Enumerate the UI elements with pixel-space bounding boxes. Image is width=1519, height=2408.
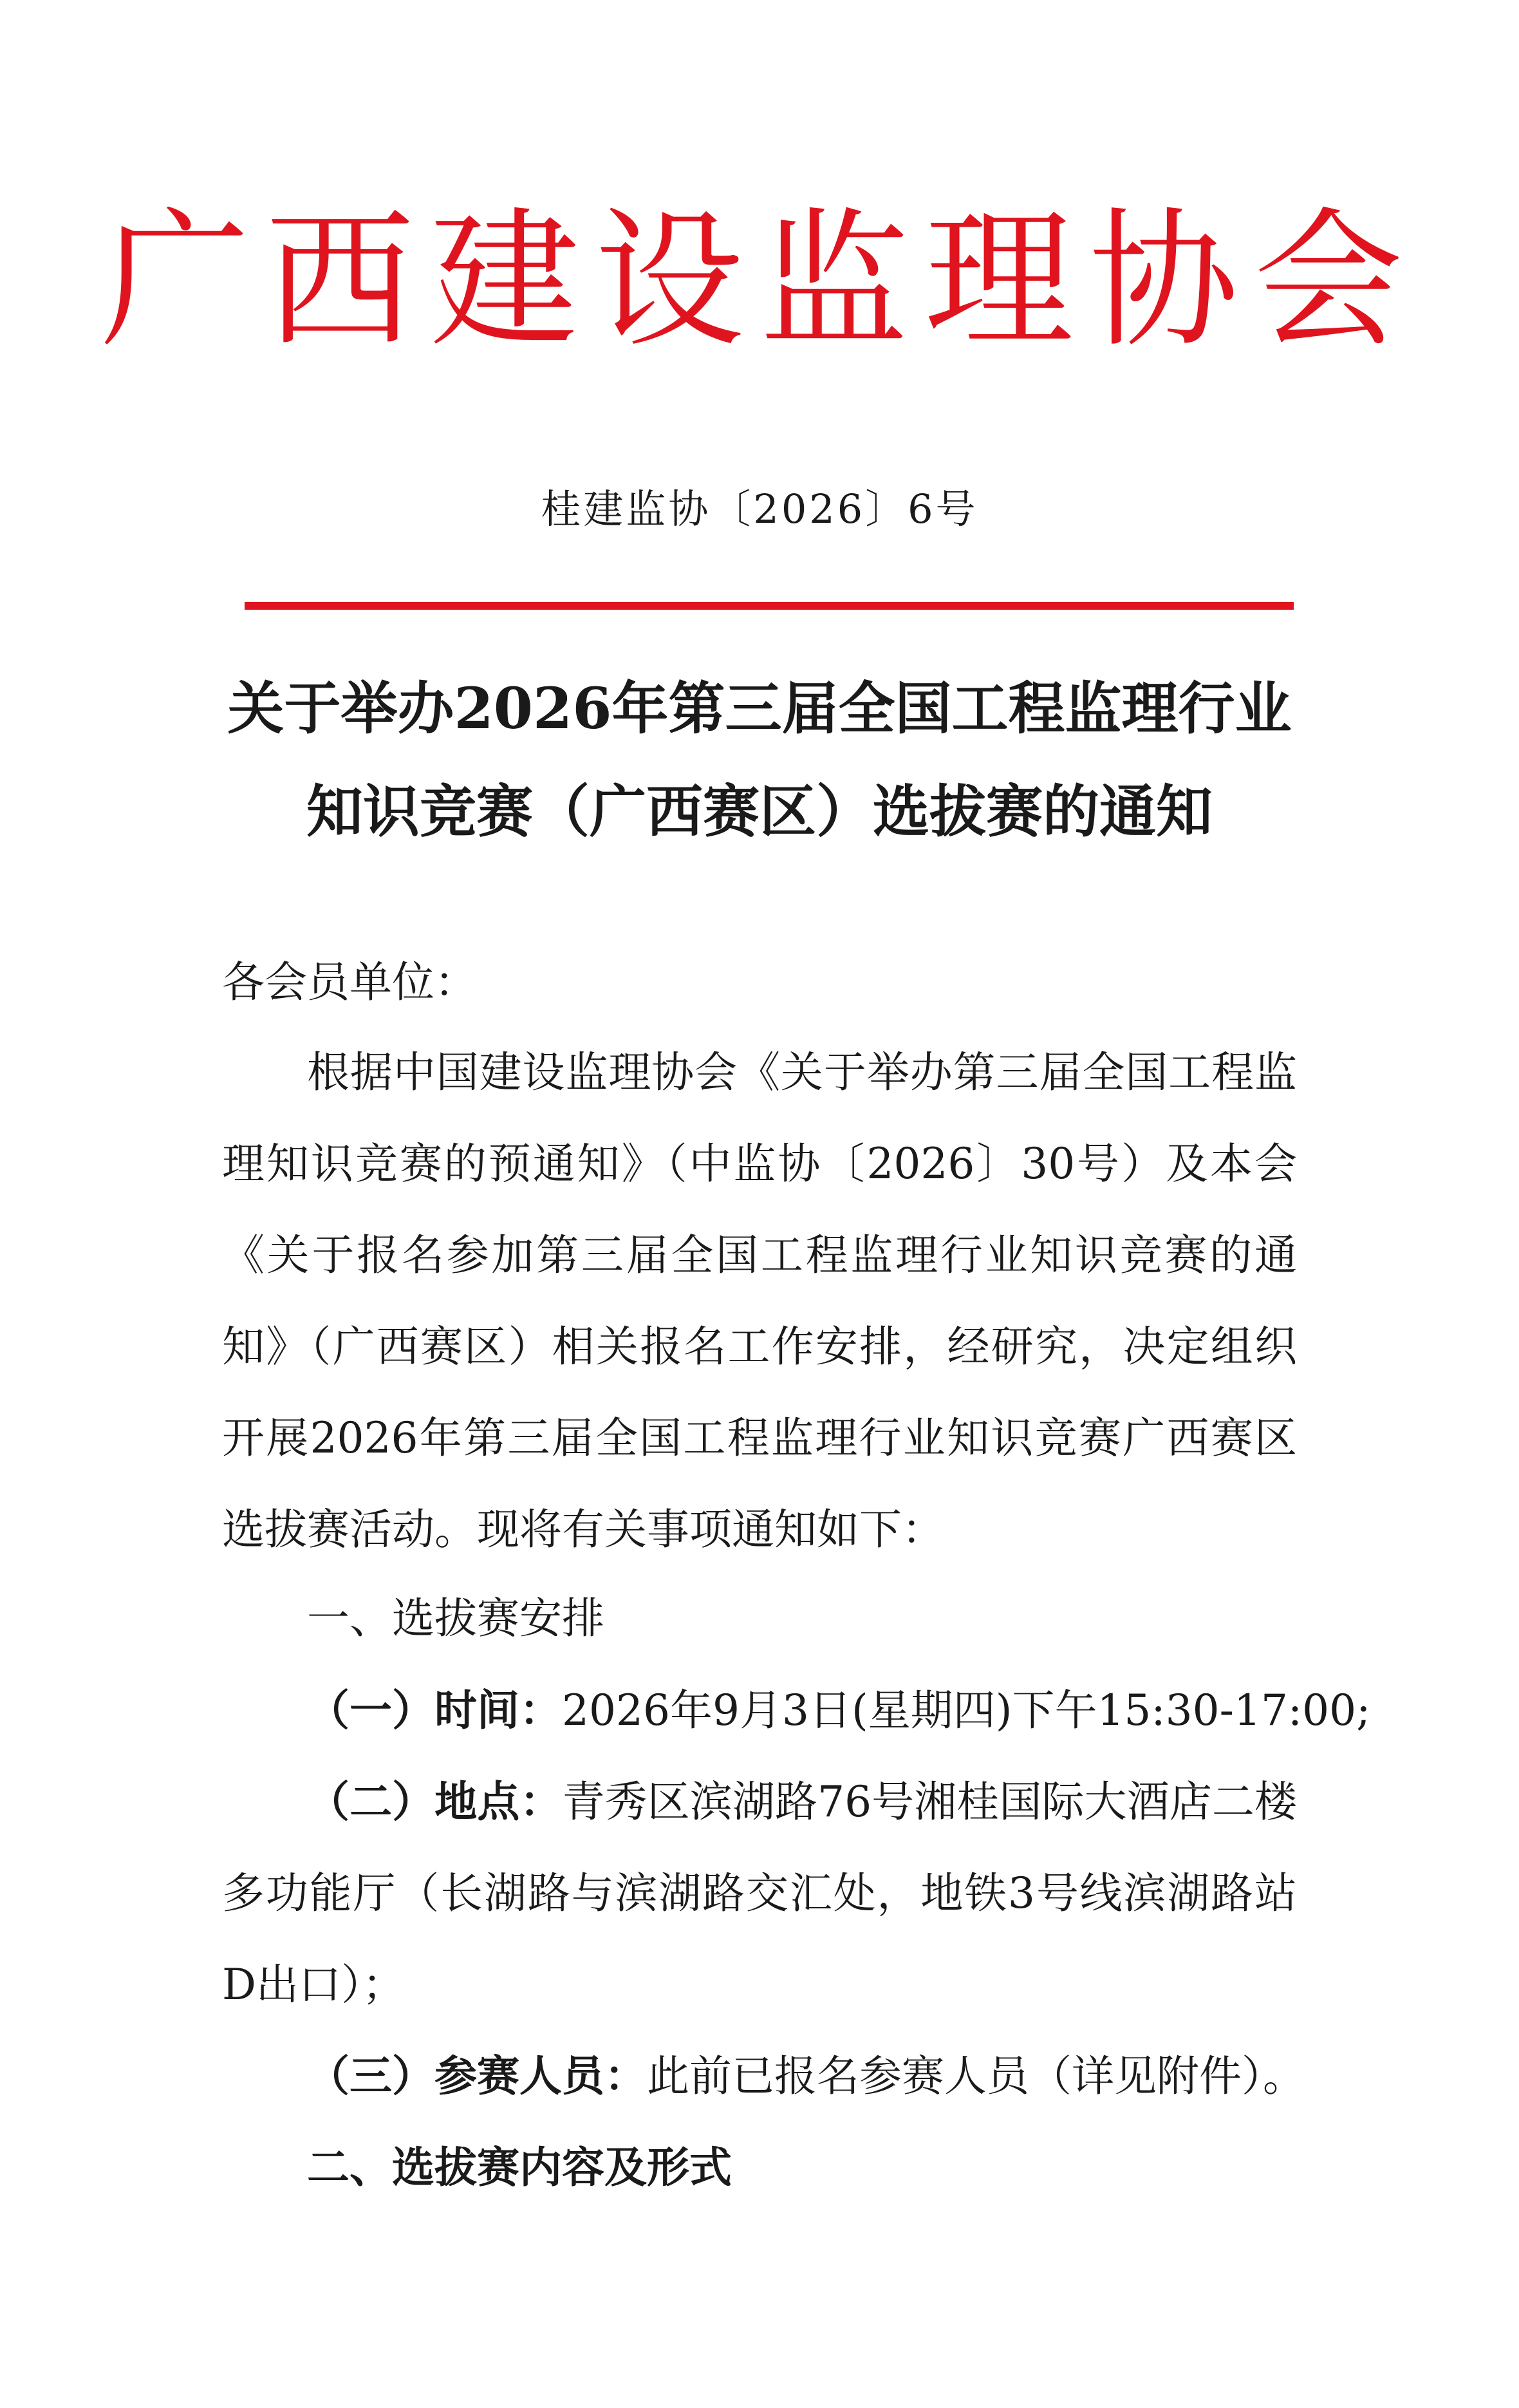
participants-label: （三）参赛人员： <box>307 2051 647 2101</box>
red-divider-line <box>245 602 1294 610</box>
section-1-heading: 一、选拔赛安排 <box>307 1594 604 1643</box>
time-label: （一）时间： <box>307 1685 562 1735</box>
time-item <box>222 1664 1371 1756</box>
notice-title <box>193 657 1326 863</box>
notice-title-line-2: 知识竞赛（广西赛区）选拔赛的通知 <box>306 778 1213 845</box>
section-2-heading: 二、选拔赛内容及形式 <box>307 2142 732 2192</box>
document-number: 桂建监协〔2026〕6号 <box>541 485 978 532</box>
participants-value: 此前已报名参赛人员（详见附件）。 <box>647 2051 1305 2101</box>
place-item <box>222 1756 1297 2031</box>
salutation: 各会员单位： <box>222 957 477 1007</box>
place-value: 青秀区滨湖路76号湘桂国际大酒店二楼多功能厅（长湖路与滨湖路交汇处，地铁3号线滨湖路站D出口）； <box>222 1777 1298 2009</box>
time-value: 2026年9月3日(星期四)下午15:30-17:00; <box>562 1686 1371 1735</box>
participants-item <box>222 2030 1305 2122</box>
notice-title-line-1: 关于举办2026年第三届全国工程监理行业 <box>227 675 1292 742</box>
intro-paragraph: 根据中国建设监理协会《关于举办第三届全国工程监理知识竞赛的预通知》（中监协〔2026〕30号）及本会《关于报名参加第三届全国工程监理行业知识竞赛的通知》（广西赛区）相关报名工作安排，经研究，决定组织开展2026年第三届全国工程监理行业知识竞赛广西赛区选拔赛活动。现将有关事项通知如下： <box>222 1048 1297 1554</box>
organization-letterhead: 广西建设监理协会 <box>100 194 1419 368</box>
place-label: （二）地点： <box>307 1776 563 1827</box>
